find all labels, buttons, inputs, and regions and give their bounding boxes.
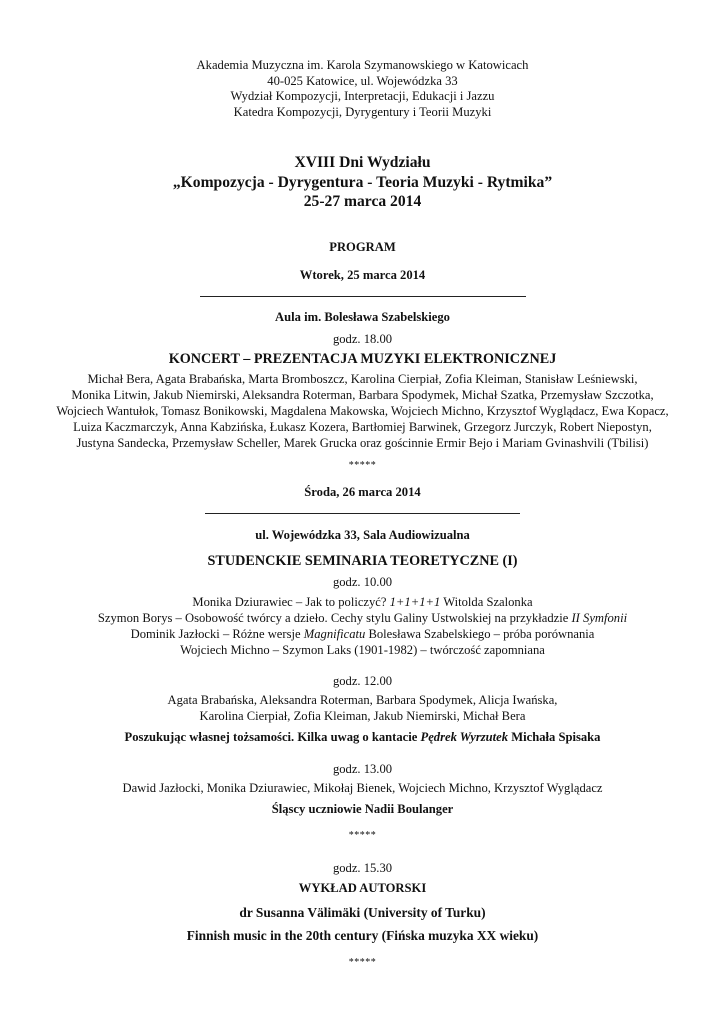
authors-line: Agata Brabańska, Aleksandra Roterman, Barbara Spodymek, Alicja Iwańska, <box>167 693 558 707</box>
lecture-heading: WYKŁAD AUTORSKI <box>298 881 427 895</box>
performers-line: Wojciech Wantułok, Tomasz Bonikowski, Magdalena Makowska, Wojciech Michno, Krzysztof Wyglądacz, Ewa Kopacz, <box>56 403 669 418</box>
talk-4: Wojciech Michno – Szymon Laks (1901-1982) – twórczość zapomniana <box>180 642 545 657</box>
session-2-time: godz. 12.00 <box>332 674 393 688</box>
session-2-authors <box>0 693 725 725</box>
work-title: Magnificatu <box>303 626 366 641</box>
title-text: Poszukując własnej tożsamości. Kilka uwag o kantacie <box>124 730 421 744</box>
day-1-date: Wtorek, 25 marca 2014 <box>299 268 426 282</box>
talk-text: Monika Dziurawiec – Jak to policzyć? <box>192 595 390 609</box>
lecture-speaker: dr Susanna Välimäki (University of Turku) <box>239 905 486 920</box>
authors-line: Karolina Cierpiał, Zofia Kleiman, Jakub Niemirski, Michał Bera <box>199 708 526 723</box>
session-3-title: Śląscy uczniowie Nadii Boulanger <box>271 802 454 816</box>
work-title: II Symfonii <box>571 610 628 625</box>
header-line: 40-025 Katowice, ul. Wojewódzka 33 <box>267 73 458 88</box>
work-title: Pędrek Wyrzutek <box>420 730 509 744</box>
talk-1 <box>0 595 725 611</box>
day-2-venue: ul. Wojewódzka 33, Sala Audiowizualna <box>255 528 470 542</box>
institution-header <box>0 58 725 120</box>
session-2-title <box>0 730 725 745</box>
talk-text: Dominik Jazłocki – Różne wersje <box>130 626 304 641</box>
day-2-event: STUDENCKIE SEMINARIA TEORETYCZNE (I) <box>207 553 518 569</box>
day-1-event: KONCERT – PREZENTACJA MUZYKI ELEKTRONICZNEJ <box>168 351 557 367</box>
separator: ***** <box>348 460 377 471</box>
header-line: Akademia Muzyczna im. Karola Szymanowskiego w Katowicach <box>196 58 529 72</box>
performers-line: Michał Bera, Agata Brabańska, Marta Bromboszcz, Karolina Cierpiał, Zofia Kleiman, Stanisław Leśniewski, <box>87 372 638 386</box>
performers-line: Luiza Kaczmarczyk, Anna Kabzińska, Łukasz Kozera, Bartłomiej Barwinek, Grzegorz Jurczyk, Robert Niepostyn, <box>73 419 652 434</box>
day-1-performers <box>0 372 725 452</box>
header-line: Katedra Kompozycji, Dyrygentury i Teorii Muzyki <box>233 104 492 119</box>
event-title <box>0 153 725 212</box>
talk-text: Witolda Szalonka <box>440 595 533 609</box>
session-4-time: godz. 15.30 <box>332 861 393 875</box>
day-1-time: godz. 18.00 <box>332 332 393 346</box>
session-3-time: godz. 13.00 <box>332 762 393 776</box>
divider-rule <box>205 513 520 514</box>
separator: ***** <box>348 957 377 968</box>
performers-line: Justyna Sandecka, Przemysław Scheller, Marek Grucka oraz gościnnie Ermir Bejo i Mariam Gvinashvili (Tbilisi) <box>76 435 649 450</box>
session-1-talks <box>0 595 725 659</box>
performers-line: Monika Litwin, Jakub Niemirski, Aleksandra Roterman, Barbara Spodymek, Michał Szatka, Przemysław Szczotka, <box>71 387 654 402</box>
title-line-1: XVIII Dni Wydziału <box>294 154 431 171</box>
day-2-date: Środa, 26 marca 2014 <box>304 485 421 499</box>
session-3-authors: Dawid Jazłocki, Monika Dziurawiec, Mikołaj Bienek, Wojciech Michno, Krzysztof Wyglądacz <box>122 781 603 795</box>
lecture-topic: Finnish music in the 20th century (Fińska muzyka XX wieku) <box>186 928 539 943</box>
header-line: Wydział Kompozycji, Interpretacji, Edukacji i Jazzu <box>230 89 495 104</box>
talk-2 <box>0 611 725 627</box>
title-line-2: „Kompozycja - Dyrygentura - Teoria Muzyki - Rytmika” <box>172 173 553 191</box>
talk-text: Szymon Borys – Osobowość twórcy a dzieło. Cechy stylu Galiny Ustwolskiej na przykładzie <box>97 610 572 625</box>
work-title: 1+1+1+1 <box>389 595 441 609</box>
title-text: Michała Spisaka <box>508 730 601 744</box>
day-1-venue: Aula im. Bolesława Szabelskiego <box>275 310 450 324</box>
separator: ***** <box>348 830 377 841</box>
divider-rule <box>200 296 526 297</box>
talk-3 <box>0 627 725 643</box>
session-1-time: godz. 10.00 <box>332 575 393 589</box>
title-line-3: 25-27 marca 2014 <box>303 193 422 210</box>
program-label: PROGRAM <box>329 240 396 254</box>
talk-text: Bolesława Szabelskiego – próba porównania <box>365 626 595 641</box>
